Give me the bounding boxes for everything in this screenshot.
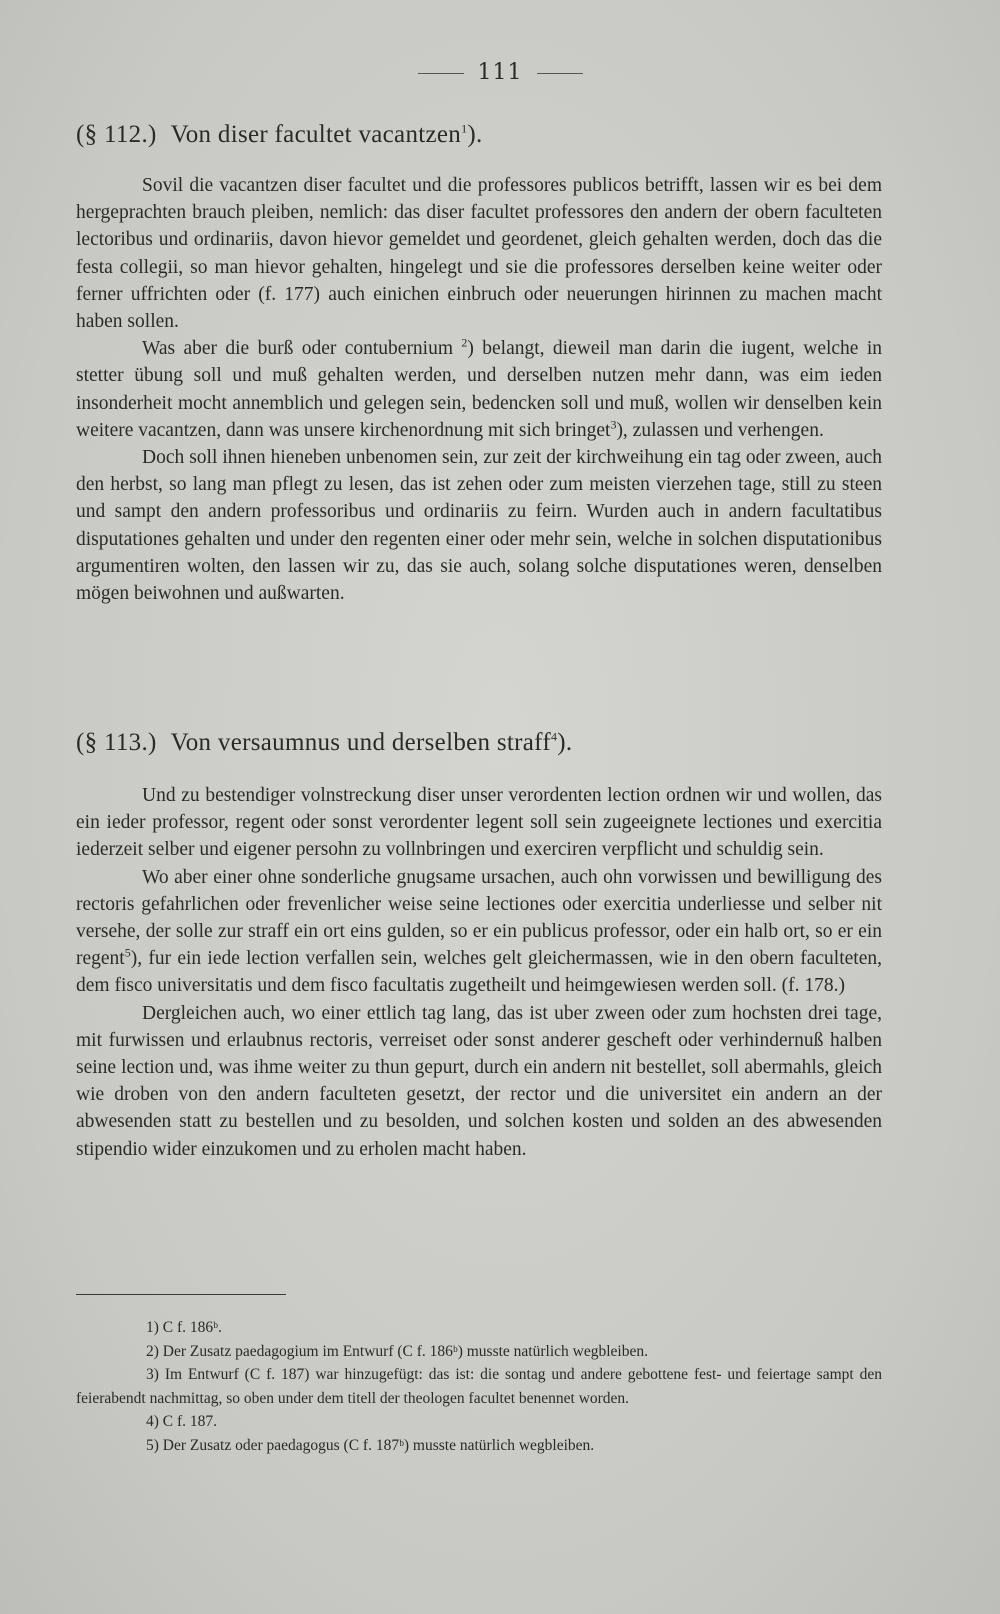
footnote-2: 2) Der Zusatz paedagogium im Entwurf (C f. 186ᵇ) musste natürlich wegbleiben. xyxy=(146,1342,648,1360)
section-112-body xyxy=(76,172,882,607)
footnote-ref-3: 3 xyxy=(610,417,617,432)
paragraph-text: ) belangt, dieweil man darin die iugent, welche in stetter übung soll und muß gehalten werden, und derselben nutzen mehr dann, was eim ieden insonderheit mocht annemblich und gelegen sein, bedencken soll und muß, wollen wir denselben kein weitere vacantzen, dann was unsere kirchenordnung mit sich bringet xyxy=(76,338,882,441)
footnote-3: 3) Im Entwurf (C f. 187) war hinzugefügt: das ist: die sontag und andere gebottene fest- und feiertage sampt den feierabendt nachmittag, so oben under dem titell der theologen facultet benennet worden. xyxy=(76,1366,882,1407)
section-112-paragraph-1: Sovil die vacantzen diser facultet und die professores publicos betrifft, lassen wir es bei dem hergeprachten brauch pleiben, nemlich: das diser facultet professores den andern der obern faculteten lectoribus und ordinariis, davon hievor gemeldet und geordenet, gleich gehalten werden, doch das die festa collegii, so man hievor gehalten, hingelegt und sie die professores derselben keine weiter oder ferner uffrichten oder (f. 177) auch einichen einbruch oder neuerungen hirinnen zu machen macht haben sollen. xyxy=(76,175,882,333)
section-113-body xyxy=(76,782,882,1163)
section-113-footnote-ref: 4 xyxy=(550,729,558,744)
section-113-paragraph-3: Dergleichen auch, wo einer ettlich tag lang, das ist uber zween oder zum hochsten drei tage, mit furwissen und erlaubnus rectoris, verreiset oder sonst anderer gescheft oder verhindernuß halben seine lection und, was ihme weiter zu thun gepurt, durch ein andern nit bestellet, soll abermahls, gleich wie droben von den andern faculteten gesetzt, der rector und die universitet ein andern an der abwesenden statt zu bestellen und zu besolden, und solchen kosten und solden an des abwesenden stipendio wider einzukomen und zu erholen macht haben. xyxy=(76,1002,882,1160)
footnote-divider xyxy=(76,1294,286,1295)
section-113 xyxy=(76,728,882,1163)
section-113-paragraph-1: Und zu bestendiger volnstreckung diser unser verordenten lection ordnen wir und wollen, das ein ieder professor, regent oder sonst verordenter legent soll sein zugeeignete lectiones und exercitia iederzeit selber und eigener persohn zu vollnbringen und exerciren verpflicht und schuldig sein. xyxy=(76,785,882,861)
paragraph-text: ), zulassen und verhengen. xyxy=(616,419,824,441)
footnotes xyxy=(76,1316,882,1457)
section-113-heading-end: ). xyxy=(557,729,573,756)
footnote-ref-5: 5 xyxy=(124,945,131,960)
section-113-title: Von versaumnus und derselben straff xyxy=(170,729,551,756)
paragraph-text: ), fur ein iede lection verfallen sein, welches gelt gleichermassen, wie in den obern faculteten, dem fisco universitatis und dem fisco facultatis zugetheilt und heimgewiesen werden soll. (f. 178.) xyxy=(76,948,882,997)
footnote-1: 1) C f. 186ᵇ. xyxy=(146,1319,222,1336)
footnote-4: 4) C f. 187. xyxy=(146,1413,218,1430)
section-113-heading xyxy=(76,728,882,758)
section-112-paragraph-3: Doch soll ihnen hieneben unbenomen sein, zur zeit der kirchweihung ein tag oder zween, auch den herbst, so lang man pflegt zu lesen, das ist zehen oder zum meisten vierzehen tage, still zu steen und sampt den andern professoribus und ordinariis zu feirn. Wurden auch in andern facultatibus disputationes gehalten und under den regenten einer oder mehr sein, welche in solchen disputationibus argumentiren wolten, den lassen wir zu, das sie auch, solang solche disputationes weren, denselben mögen beiwohnen und außwarten. xyxy=(76,447,882,605)
paragraph-text: Was aber die burß oder contubernium xyxy=(142,338,454,360)
section-112-heading-end: ). xyxy=(467,121,483,148)
footnote-ref-2: 2 xyxy=(461,335,468,350)
section-112-footnote-ref: 1 xyxy=(461,121,468,136)
page-number: 111 xyxy=(477,60,523,85)
section-113-number: (§ 113.) xyxy=(76,729,157,756)
header-dash-left xyxy=(418,73,464,74)
section-112-number: (§ 112.) xyxy=(76,121,157,148)
section-112 xyxy=(76,120,882,607)
paragraph-text: Wo aber einer ohne sonderliche gnugsame ursachen, auch ohn vorwissen und bewilligung des rectoris gefahrlichen oder frevenlicher weise seine lectiones oder exercitia underliesse und selber nit versehe, der solle zur straff ein ort eins gulden, so er ein publicus professor, oder ein halb ort, so er ein regent xyxy=(76,866,882,970)
section-112-heading xyxy=(76,120,882,150)
section-112-title: Von diser facultet vacantzen xyxy=(170,121,462,148)
header-dash-right xyxy=(537,73,583,74)
section-112-paragraph-2 xyxy=(76,335,882,444)
page-header xyxy=(0,60,1000,85)
section-113-paragraph-2 xyxy=(76,864,882,1000)
footnote-5: 5) Der Zusatz oder paedagogus (C f. 187ᵇ) musste natürlich wegbleiben. xyxy=(146,1436,595,1454)
